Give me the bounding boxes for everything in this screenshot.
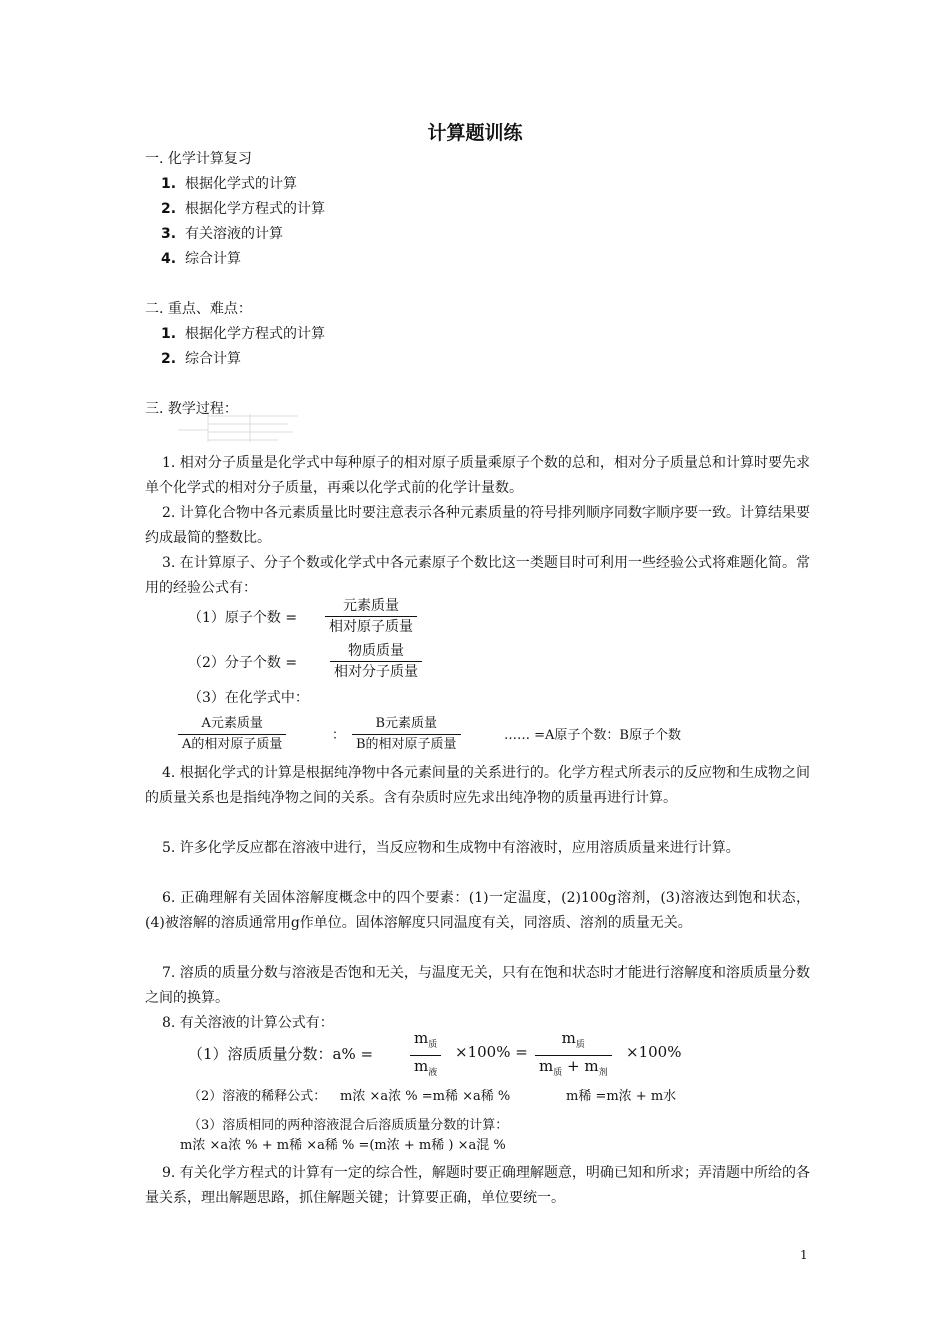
formula-1-label: （1）原子个数 = (188, 610, 298, 626)
section1-item-1: 1. 根据化学式的计算 (161, 176, 297, 192)
formula-8-2-label: （2）溶液的稀释公式： (188, 1089, 327, 1104)
formula-8-2-eq2: m稀 =m浓 + m水 (566, 1089, 677, 1104)
paragraph-1: 1. 相对分子质量是化学式中每种原子的相对原子质量乘原子个数的总和，相对分子质量总和计算时要先求单个化学式的相对分子质量，再乘以化学式前的化学计量数。 (145, 455, 810, 496)
formula-8-2-eq1: m浓 ×a浓 % =m稀 ×a稀 % (340, 1089, 511, 1104)
paragraph-4: 4. 根据化学式的计算是根据纯净物中各元素间量的关系进行的。化学方程式所表示的反应物和生成物之间的质量关系也是指纯净物之间的关系。含有杂质时应先求出纯净物的质量再进行计算。 (145, 765, 810, 806)
section1-item-3: 3. 有关溶液的计算 (161, 226, 283, 242)
formula-8-1-fraction-1: $m_质$ $m_液$ (410, 1028, 441, 1083)
page-title: 计算题训练 (427, 122, 523, 144)
formula-3-separator: ： (332, 728, 346, 743)
section1-heading: 一. 化学计算复习 (145, 151, 252, 167)
paragraph-6: 6. 正确理解有关固体溶解度概念中的四个要素：(1)一定温度，(2)100g溶剂，(3)溶液达到饱和状态，(4)被溶解的溶质通常用g作单位。固体溶解度只同温度有关，同溶质、溶剂的质量无关。 (145, 890, 810, 931)
formula-3-result: …… =A原子个数：B原子个数 (504, 728, 681, 743)
page-number: 1 (800, 1248, 808, 1262)
section1-item-4: 4. 综合计算 (161, 251, 241, 267)
paragraph-3: 3. 在计算原子、分子个数或化学式中各元素原子个数比这一类题目时可利用一些经验公式将难题化简。常用的经验公式有： (145, 555, 810, 596)
formula-8-3-eq: m浓 ×a浓 % + m稀 ×a稀 % =(m浓 + m稀 ) ×a混 % (180, 1138, 506, 1153)
formula-2-label: （2）分子个数 = (188, 655, 298, 671)
section1-item-2: 2. 根据化学方程式的计算 (161, 201, 325, 217)
paragraph-9: 9. 有关化学方程式的计算有一定的综合性，解题时要正确理解题意，明确已知和所求；弄清题中所给的各量关系，理出解题思路，抓住解题关键；计算要正确，单位要统一。 (145, 1165, 810, 1206)
formula-3-fraction-b: B元素质量 B的相对原子质量 (352, 714, 461, 755)
formula-3-fraction-a: A元素质量 A的相对原子质量 (178, 714, 286, 755)
paragraph-8: 8. 有关溶液的计算公式有： (162, 1015, 334, 1031)
formula-8-1-fraction-2: $m_质$ $m_质 + m_剂$ (535, 1028, 612, 1083)
section2-item-1: 1. 根据化学方程式的计算 (161, 326, 325, 342)
formula-2-fraction: 物质质量 相对分子质量 (330, 641, 422, 682)
paragraph-5: 5. 许多化学反应都在溶液中进行，当反应物和生成物中有溶液时，应用溶质质量来进行计算。 (162, 840, 740, 856)
formula-3-label: （3）在化学式中： (188, 690, 309, 706)
formula-8-1-label: （1）溶质质量分数：a% = (188, 1045, 374, 1063)
paragraph-7: 7. 溶质的质量分数与溶液是否饱和无关，与温度无关，只有在饱和状态时才能进行溶解度和溶质质量分数之间的换算。 (145, 965, 810, 1006)
faint-diagram-image (178, 410, 306, 444)
formula-8-3-label: （3）溶质相同的两种溶液混合后溶质质量分数的计算： (188, 1118, 509, 1133)
section2-heading: 二. 重点、难点： (145, 301, 252, 317)
section2-item-2: 2. 综合计算 (161, 351, 241, 367)
formula-1-fraction: 元素质量 相对原子质量 (325, 596, 417, 637)
formula-8-1-end: ×100% (626, 1043, 682, 1061)
formula-8-1-mid: ×100% = (455, 1043, 528, 1061)
paragraph-2: 2. 计算化合物中各元素质量比时要注意表示各种元素质量的符号排列顺序同数字顺序要一致。计算结果要约成最简的整数比。 (145, 505, 810, 546)
section3-heading: 三. 教学过程： (145, 401, 238, 417)
